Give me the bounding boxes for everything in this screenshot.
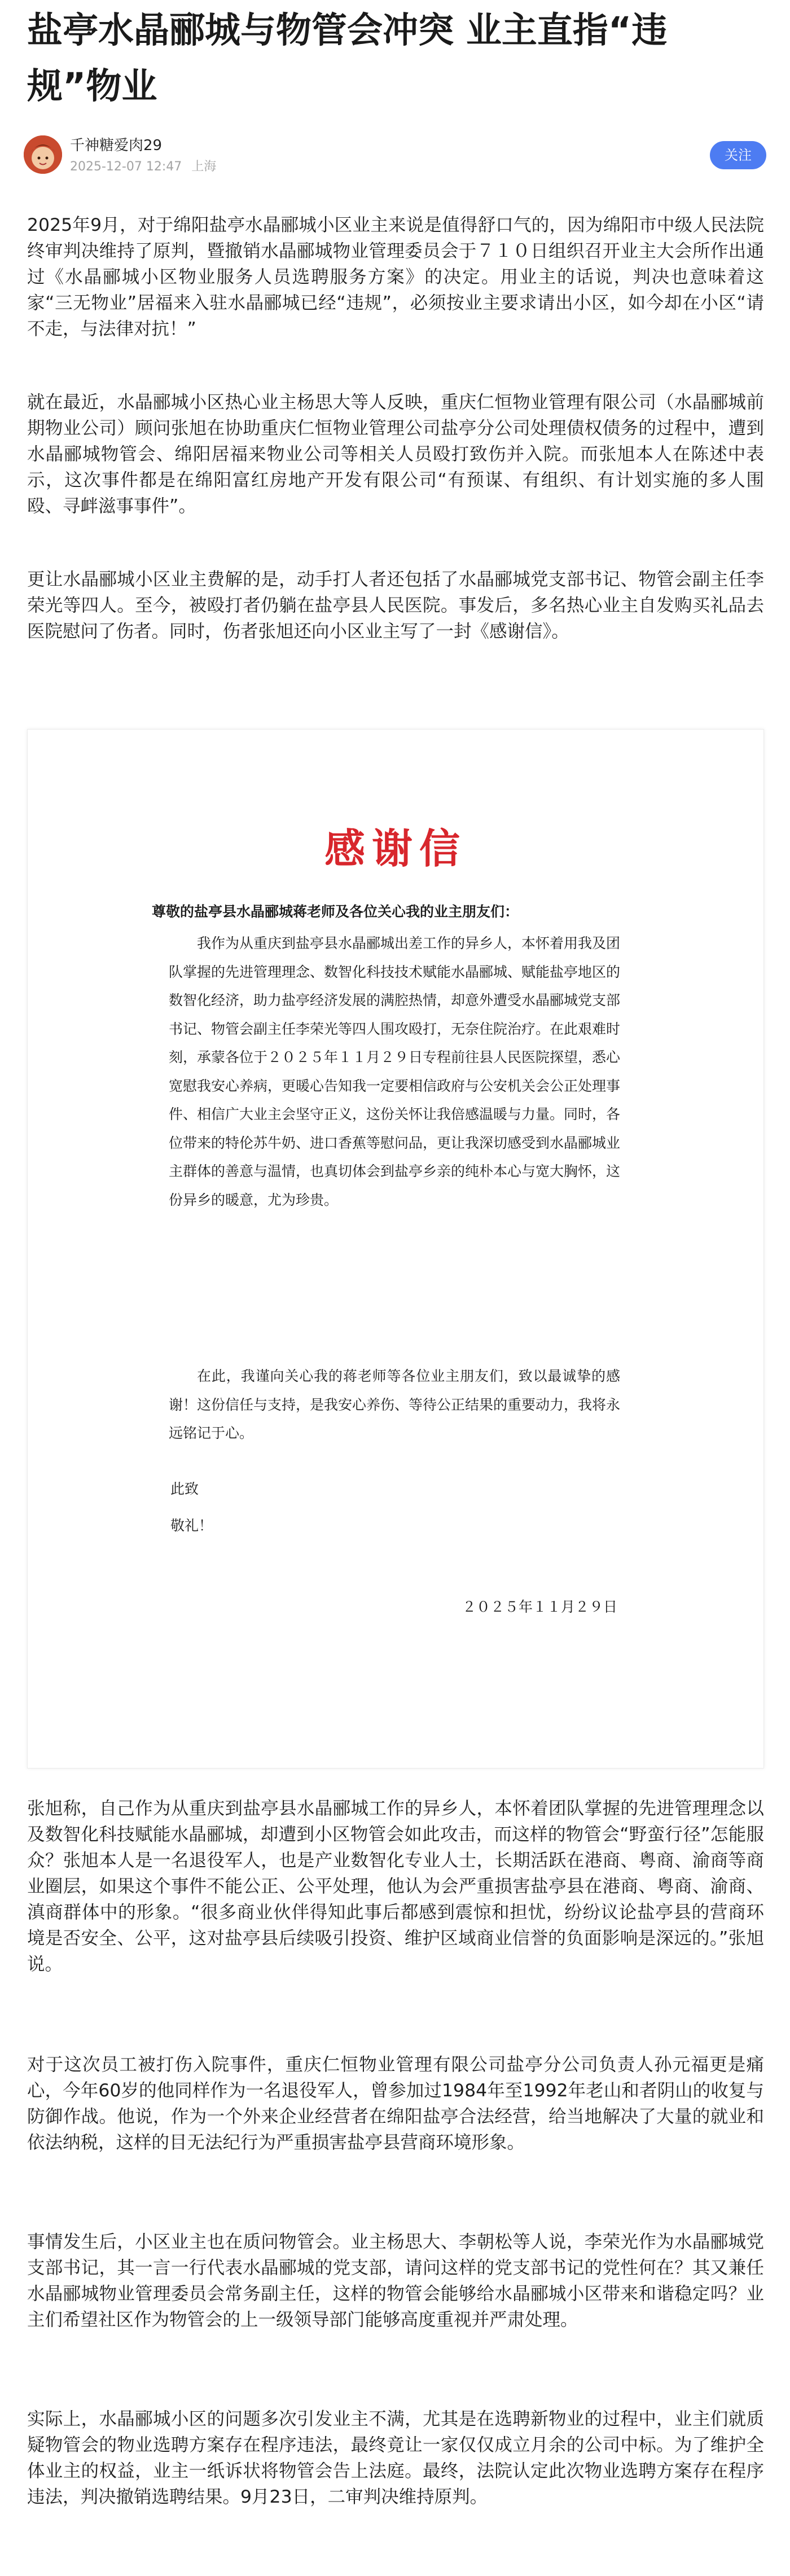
- thank-you-letter-image[interactable]: [27, 729, 764, 1768]
- paragraph-7: 实际上，水晶郦城小区的问题多次引发业主不满，尤其是在选聘新物业的过程中，业主们就质疑物管会的物业选聘方案存在程序违法，最终竟让一家仅仅成立月余的公司中标。为了维护全体业主的权益，业主一纸诉状将物管会告上法庭。最终，法院认定此次物业选聘方案存在程序违法，判决撤销选聘结果。9月23日，二审判决维持原判。: [27, 2409, 764, 2507]
- publish-location: 上海: [191, 160, 217, 174]
- author-meta: [70, 159, 222, 175]
- letter-salutation: 尊敬的盐亭县水晶郦城蒋老师及各位关心我的业主朋友们：: [152, 903, 519, 920]
- letter-body-1: 我作为从重庆到盐亭县水晶郦城出差工作的异乡人，本怀着用我及团队掌握的先进管理理念、数智化科技技术赋能水晶郦城、赋能盐亭地区的数智化经济，助力盐亭经济发展的满腔热情，却意外遭受水晶郦城党支部书记、物管会副主任李荣光等四人围攻殴打，无奈住院治疗。在此艰难时刻，承蒙各位于２０２５年１１月２９日专程前往县人民医院探望，悉心宽慰我安心养病，更暖心告知我一定要相信政府与公安机关会公正处理事件、相信广大业主会坚守正义，这份关怀让我倍感温暖与力量。同时，各位带来的特伦苏牛奶、进口香蕉等慰问品，更让我深切感受到水晶郦城业主群体的善意与温情，也真切体会到盐亭乡亲的纯朴本心与宽大胸怀，这份异乡的暖意，尤为珍贵。: [169, 935, 621, 1208]
- paragraph-4: 张旭称，自己作为从重庆到盐亭县水晶郦城工作的异乡人，本怀着团队掌握的先进管理理念以及数智化科技赋能水晶郦城，却遭到小区物管会如此攻击，而这样的物管会“野蛮行径”怎能服众？张旭本人是一名退役军人，也是产业数智化专业人士，长期活跃在港商、粤商、渝商等商业圈层，如果这个事件不能公正、公平处理，他认为会严重损害盐亭县在港商、粤商、渝商、滇商群体中的形象。“很多商业伙伴得知此事后都感到震惊和担忧，纷纷议论盐亭县的营商环境是否安全、公平，这对盐亭县后续吸引投资、维护区域商业信誉的负面影响是深远的。”张旭说。: [27, 1798, 764, 1974]
- author-avatar[interactable]: [24, 135, 62, 174]
- paragraph-6: 事情发生后，小区业主也在质问物管会。业主杨思大、李朝松等人说，李荣光作为水晶郦城党支部书记，其一言一行代表水晶郦城的党支部，请问这样的党支部书记的党性何在？其又兼任水晶郦城物业管理委员会常务副主任，这样的物管会能够给水晶郦城小区带来和谐稳定吗？业主们希望社区作为物管会的上一级领导部门能够高度重视并严肃处理。: [27, 2232, 764, 2330]
- letter-body-2: 在此，我谨向关心我的蒋老师等各位业主朋友们，致以最诚挚的感谢！这份信任与支持，是我安心养伤、等待公正结果的重要动力，我将永远铭记于心。: [169, 1368, 621, 1441]
- letter-closing-2: 敬礼！: [170, 1517, 213, 1534]
- paragraph-1: 2025年9月，对于绵阳盐亭水晶郦城小区业主来说是值得舒口气的，因为绵阳市中级人民法院终审判决维持了原判，暨撤销水晶郦城物业管理委员会于７１０日组织召开业主大会所作出通过《水晶郦城小区物业服务人员选聘服务方案》的决定。用业主的话说，判决也意味着这家“三无物业”居福来入驻水晶郦城已经“违规”，必须按业主要求请出小区，如今却在小区“请不走，与法律对抗！”: [27, 215, 764, 339]
- paragraph-5: 对于这次员工被打伤入院事件，重庆仁恒物业管理有限公司盐亭分公司负责人孙元福更是痛心，今年60岁的他同样作为一名退役军人，曾参加过1984年至1992年老山和者阴山的收复与防御作战。他说，作为一个外来企业经营者在绵阳盐亭合法经营，给当地解决了大量的就业和依法纳税，这样的目无法纪行为严重损害盐亭县营商环境形象。: [27, 2055, 764, 2153]
- avatar-image-icon: [24, 135, 62, 174]
- author-row: [24, 134, 766, 179]
- author-name[interactable]: 千神糖爱肉29: [70, 137, 163, 154]
- letter-date: ２０２５年１１月２９日: [462, 1599, 618, 1615]
- article-title: 盐亭水晶郦城与物管会冲突 业主直指“违规”物业: [27, 10, 668, 107]
- paragraph-3: 更让水晶郦城小区业主费解的是，动手打人者还包括了水晶郦城党支部书记、物管会副主任李荣光等四人。至今，被殴打者仍躺在盐亭县人民医院。事发后，多名热心业主自发购买礼品去医院慰问了伤者。同时，伤者张旭还向小区业主写了一封《感谢信》。: [27, 569, 764, 642]
- paragraph-2: 就在最近，水晶郦城小区热心业主杨思大等人反映，重庆仁恒物业管理有限公司（水晶郦城前期物业公司）顾问张旭在协助重庆仁恒物业管理公司盐亭分公司处理债权债务的过程中，遭到水晶郦城物管会、绵阳居福来物业公司等相关人员殴打致伤并入院。而张旭本人在陈述中表示，这次事件都是在绵阳富红房地产开发有限公司“有预谋、有组织、有计划实施的多人围殴、寻衅滋事事件”。: [27, 392, 764, 516]
- letter-closing-1: 此致: [170, 1481, 199, 1497]
- publish-date: 2025-12-07 12:47: [70, 160, 182, 174]
- letter-title: 感谢信: [324, 825, 467, 872]
- follow-button[interactable]: 关注: [710, 141, 766, 169]
